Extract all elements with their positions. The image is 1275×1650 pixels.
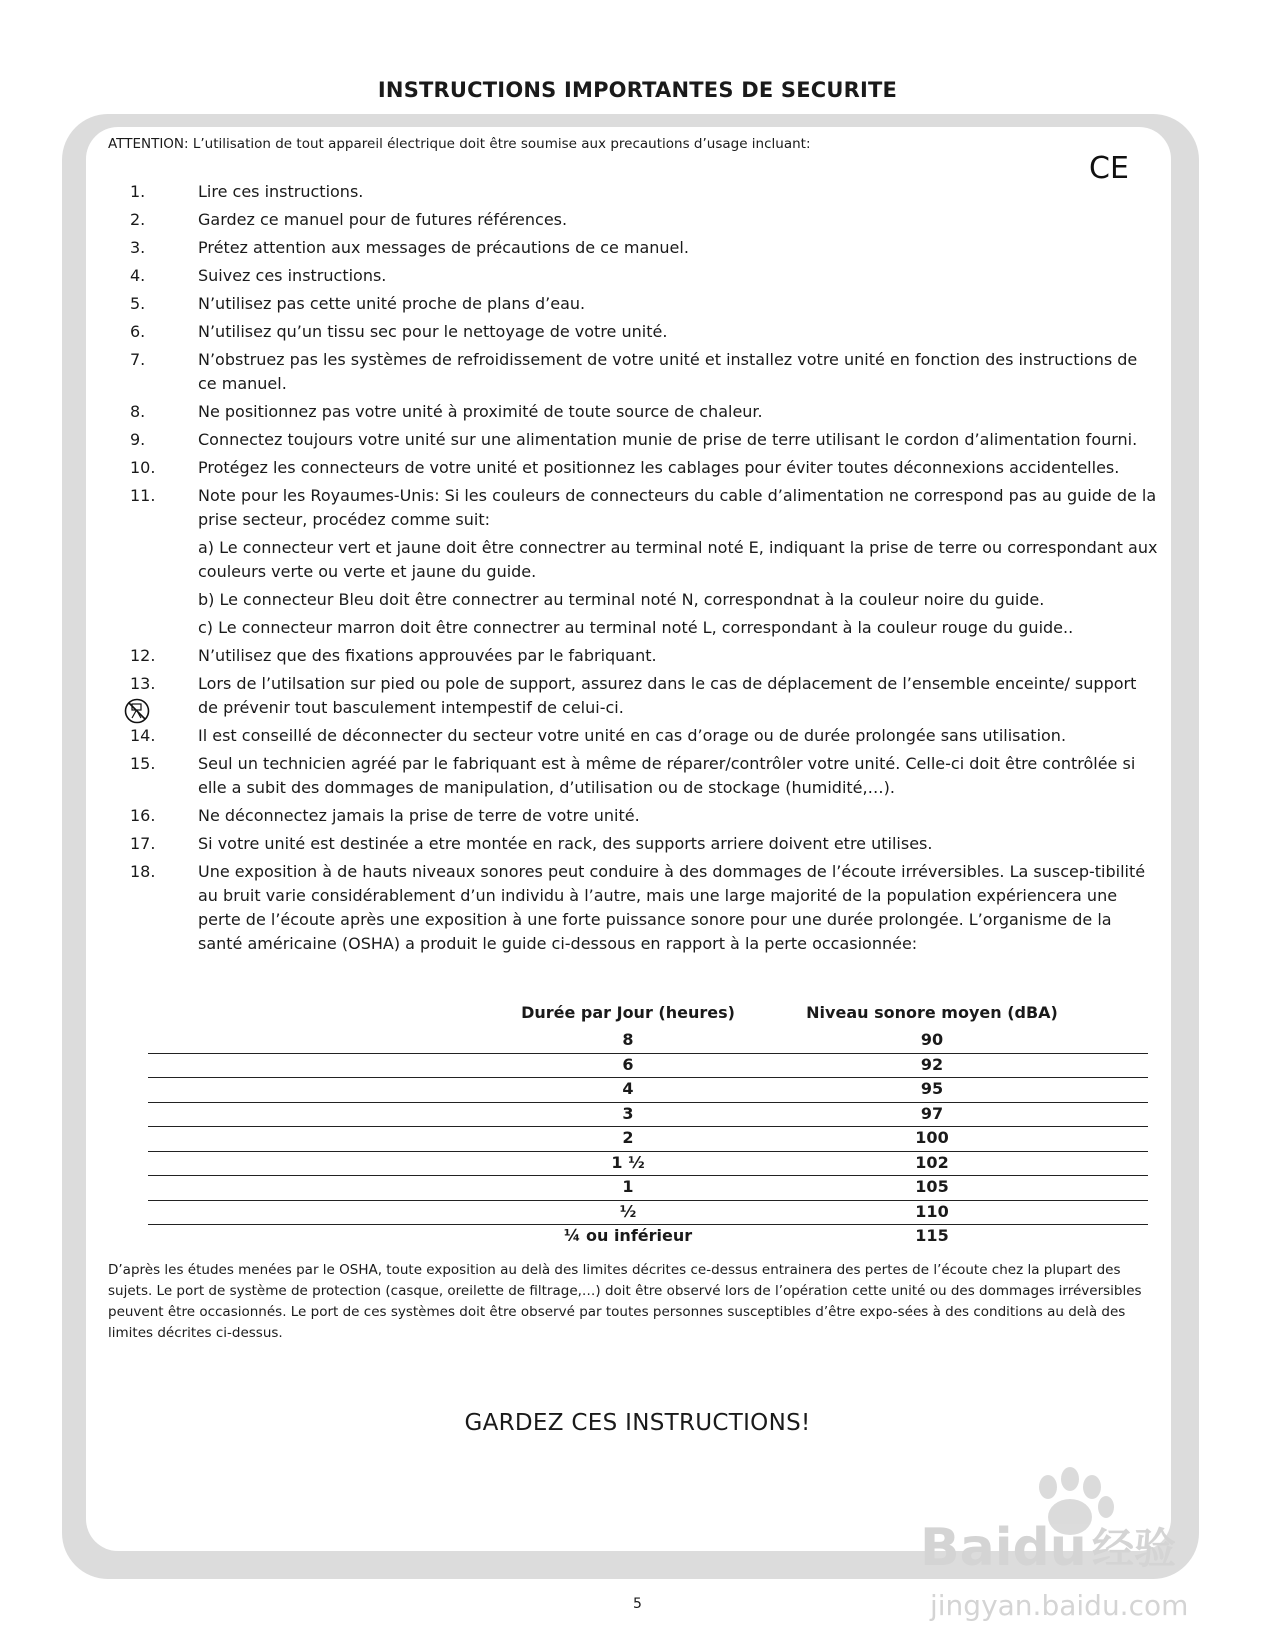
item-text: Protégez les connecteurs de votre unité et positionnez les cablages pour éviter toutes déconnexions accidentelles.: [198, 458, 1120, 477]
item-text: Une exposition à de hauts niveaux sonores peut conduire à des dommages de l’écoute irréversibles. La suscep-tibilité au bruit varie considérablement d’un individu à l’autre, mais une large majorité de la population expériencera une perte de l’écoute après une exposition à une forte puissance sonore pour une durée prolongée. L’organisme de la santé américaine (OSHA) a produit le guide ci-dessous en rapport à la perte occasionnée:: [198, 862, 1146, 953]
item-number: 16.: [130, 806, 156, 825]
item-number: 7.: [130, 350, 146, 369]
item-number: 10.: [130, 458, 156, 477]
cell-duration: ¼ ou inférieur: [563, 1226, 693, 1245]
item-number: 9.: [130, 430, 146, 449]
cell-duration: 6: [622, 1054, 634, 1074]
item-number: 8.: [130, 402, 146, 421]
item-number: 5.: [130, 294, 146, 313]
cell-duration: ½: [619, 1201, 637, 1221]
cell-level: 102: [915, 1152, 949, 1172]
cell-level: 100: [915, 1128, 949, 1147]
list-item: [108, 236, 1158, 260]
list-item: [108, 724, 1158, 748]
list-item: [108, 180, 1158, 204]
page-number: 5: [633, 1596, 642, 1612]
closing-heading: GARDEZ CES INSTRUCTIONS!: [464, 1410, 811, 1436]
cell-level: 97: [920, 1103, 944, 1123]
cell-level: 92: [920, 1054, 944, 1074]
list-item: [108, 804, 1158, 828]
cell-level: 105: [915, 1177, 949, 1196]
cell-duration: 4: [622, 1079, 634, 1098]
cell-duration: 1: [622, 1177, 634, 1196]
list-item: [108, 320, 1158, 344]
list-item: [108, 860, 1158, 956]
table-row: [148, 1176, 1148, 1201]
list-item: [108, 428, 1158, 452]
item-number: 12.: [130, 646, 156, 665]
safety-list: [108, 180, 1158, 960]
item-text: Ne déconnectez jamais la prise de terre de votre unité.: [198, 806, 640, 825]
item-number: 6.: [130, 322, 146, 341]
item-text: Connectez toujours votre unité sur une alimentation munie de prise de terre utilisant le cordon d’alimentation fourni.: [198, 430, 1138, 449]
item-number: 14.: [130, 726, 156, 745]
item-subtext-a: a) Le connecteur vert et jaune doit être connectrer au terminal noté E, indiquant la prise de terre ou correspondant aux couleurs verte ou verte et jaune du guide.: [198, 538, 1158, 581]
list-item: [108, 292, 1158, 316]
cell-duration: 8: [622, 1030, 634, 1049]
item-number: 17.: [130, 834, 156, 853]
table-row: [148, 1078, 1148, 1103]
table-row: [148, 1103, 1148, 1128]
item-text: Suivez ces instructions.: [198, 266, 387, 285]
item-number: 15.: [130, 754, 156, 773]
item-text: Gardez ce manuel pour de futures références.: [198, 210, 568, 229]
list-item: [108, 208, 1158, 232]
item-number: 2.: [130, 210, 146, 229]
list-item: [108, 456, 1158, 480]
cell-level: 90: [920, 1030, 944, 1049]
item-number: 18.: [130, 862, 156, 881]
header-level: Niveau sonore moyen (dBA): [806, 1003, 1058, 1022]
item-text: N’utilisez que des fixations approuvées par le fabriquant.: [198, 646, 657, 665]
item-text: Si votre unité est destinée a etre montée en rack, des supports arriere doivent etre utilises.: [198, 834, 933, 853]
watermark-brand-cn: 经验: [1092, 1524, 1177, 1573]
page-title: INSTRUCTIONS IMPORTANTES DE SECURITE: [377, 78, 898, 102]
item-text: Seul un technicien agréé par le fabriquant est à même de réparer/contrôler votre unité. Celle-ci doit être contrôlée si elle a subit des dommages de manipulation, d’utilisation ou de stockage (humidité,…).: [198, 754, 1136, 797]
watermark-brand: Baidu: [920, 1518, 1087, 1578]
list-item: [108, 484, 1158, 640]
table-row: [148, 1201, 1148, 1226]
cell-duration: 2: [622, 1128, 634, 1147]
item-number: 11.: [130, 486, 156, 505]
item-text: Il est conseillé de déconnecter du secteur votre unité en cas d’orage ou de durée prolongée sans utilisation.: [198, 726, 1067, 745]
item-number: 13.: [130, 674, 156, 693]
list-item: [108, 400, 1158, 424]
list-item: [108, 672, 1158, 720]
cell-duration: 3: [622, 1103, 634, 1123]
item-text: Lire ces instructions.: [198, 182, 364, 201]
table-row: [148, 1225, 1148, 1249]
item-number: 4.: [130, 266, 146, 285]
item-text: Lors de l’utilsation sur pied ou pole de support, assurez dans le cas de déplacement de l’ensemble enceinte/ support de prévenir tout basculement intempestif de celui-ci.: [198, 674, 1137, 717]
table-row: [148, 1152, 1148, 1177]
item-text: N’utilisez pas cette unité proche de plans d’eau.: [198, 294, 586, 313]
list-item: [108, 752, 1158, 800]
item-text: Prétez attention aux messages de précautions de ce manuel.: [198, 238, 689, 257]
item-text: Ne positionnez pas votre unité à proximité de toute source de chaleur.: [198, 402, 763, 421]
item-text: N’obstruez pas les systèmes de refroidissement de votre unité et installez votre unité en fonction des instructions de ce manuel.: [198, 350, 1138, 393]
header-duration: Durée par Jour (heures): [521, 1003, 735, 1022]
list-item: [108, 348, 1158, 396]
noise-exposure-table: [148, 1003, 1148, 1249]
item-text: N’utilisez qu’un tissu sec pour le nettoyage de votre unité.: [198, 322, 668, 341]
table-row: [148, 1054, 1148, 1079]
item-number: 1.: [130, 182, 146, 201]
list-item: [108, 832, 1158, 856]
watermark-url: jingyan.baidu.com: [930, 1589, 1189, 1622]
table-header: [148, 1003, 1148, 1029]
cell-duration: 1 ½: [611, 1152, 645, 1172]
list-item: [108, 644, 1158, 668]
cell-level: 115: [915, 1226, 949, 1245]
item-subtext-b: b) Le connecteur Bleu doit être connectrer au terminal noté N, correspondnat à la couleur noire du guide.: [198, 590, 1045, 609]
osha-footnote: D’après les études menées par le OSHA, toute exposition au delà des limites décrites ce-dessus entrainera des pertes de l’écoute chez la plupart des sujets. Le port de système de protection (casque, oreilette de filtrage,…) doit être observé lors de l’opération cette unité ou des dommages irréversibles peuvent être occasionnés. Le port de ces systèmes doit être observé par toutes personnes susceptibles d’être expo-sées à des conditions au delà des limites décrites ci-dessus.: [108, 1262, 1142, 1341]
table-row: [148, 1029, 1148, 1054]
ce-mark-icon: [1085, 150, 1133, 184]
attention-text: ATTENTION: L’utilisation de tout appareil électrique doit être soumise aux precautions d’usage incluant:: [108, 136, 811, 152]
ce-mark-text: CE: [1089, 151, 1129, 184]
tip-over-warning-icon: [124, 698, 150, 724]
list-item: [108, 264, 1158, 288]
item-number: 3.: [130, 238, 146, 257]
cell-level: 95: [920, 1079, 944, 1098]
cell-level: 110: [915, 1201, 949, 1221]
table-row: [148, 1127, 1148, 1152]
item-text: Note pour les Royaumes-Unis: Si les couleurs de connecteurs du cable d’alimentation ne correspond pas au guide de la prise secteur, procédez comme suit:: [198, 486, 1157, 529]
item-subtext-c: c) Le connecteur marron doit être connectrer au terminal noté L, correspondant à la couleur rouge du guide..: [198, 618, 1074, 637]
